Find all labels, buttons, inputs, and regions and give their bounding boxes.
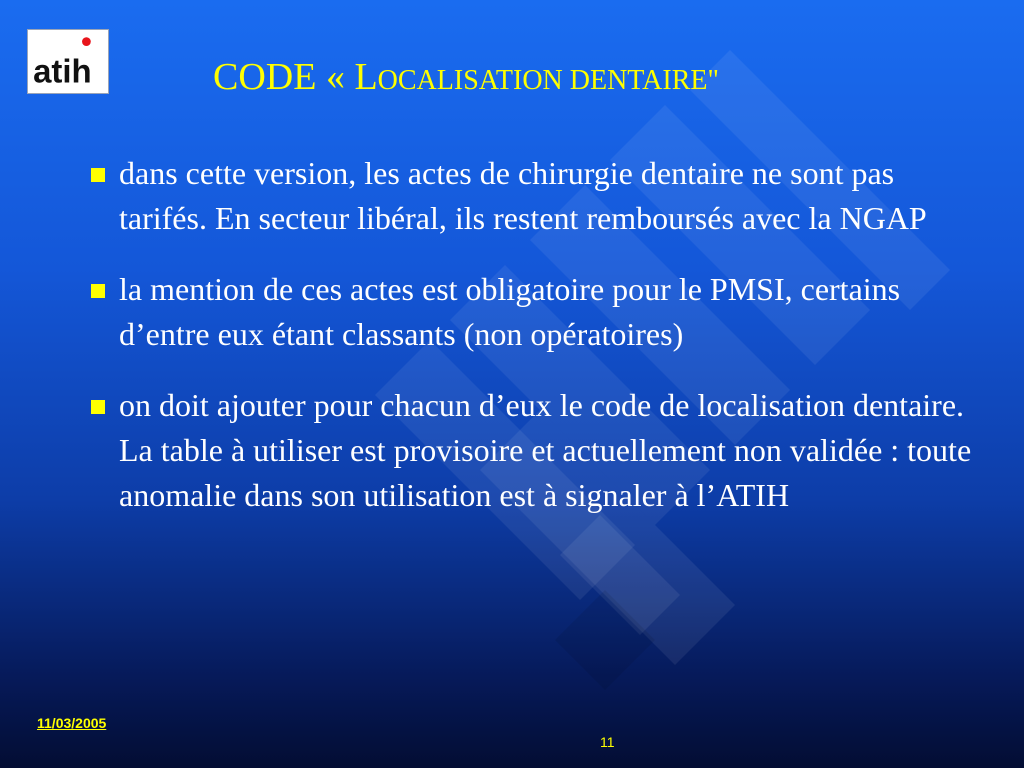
title-smallcaps: OCALISATION DENTAIRE" xyxy=(377,65,719,96)
atih-logo xyxy=(27,29,109,94)
bullet-list xyxy=(88,151,988,544)
atih-logo-mark xyxy=(28,30,108,93)
bullet-text: la mention de ces actes est obligatoire pour le PMSI, certains d’entre eux étant classants (non opératoires) xyxy=(119,271,901,352)
bullet-text: on doit ajouter pour chacun d’eux le code de localisation dentaire. La table à utiliser est provisoire et actuellement non validée : toute anomalie dans son utilisation est à signaler à l’ATIH xyxy=(119,387,972,513)
square-bullet-icon xyxy=(91,284,105,298)
square-bullet-icon xyxy=(91,168,105,182)
bullet-item xyxy=(88,383,988,518)
title-prefix: CODE « L xyxy=(213,56,378,98)
page-number: 11 xyxy=(600,734,615,750)
slide-title xyxy=(213,58,719,96)
footer-date: 11/03/2005 xyxy=(37,715,107,731)
bullet-item xyxy=(88,267,988,357)
square-bullet-icon xyxy=(91,400,105,414)
bullet-item xyxy=(88,151,988,241)
bullet-text: dans cette version, les actes de chirurgie dentaire ne sont pas tarifés. En secteur libéral, ils restent remboursés avec la NGAP xyxy=(119,155,927,236)
logo-text: atih xyxy=(33,52,92,90)
